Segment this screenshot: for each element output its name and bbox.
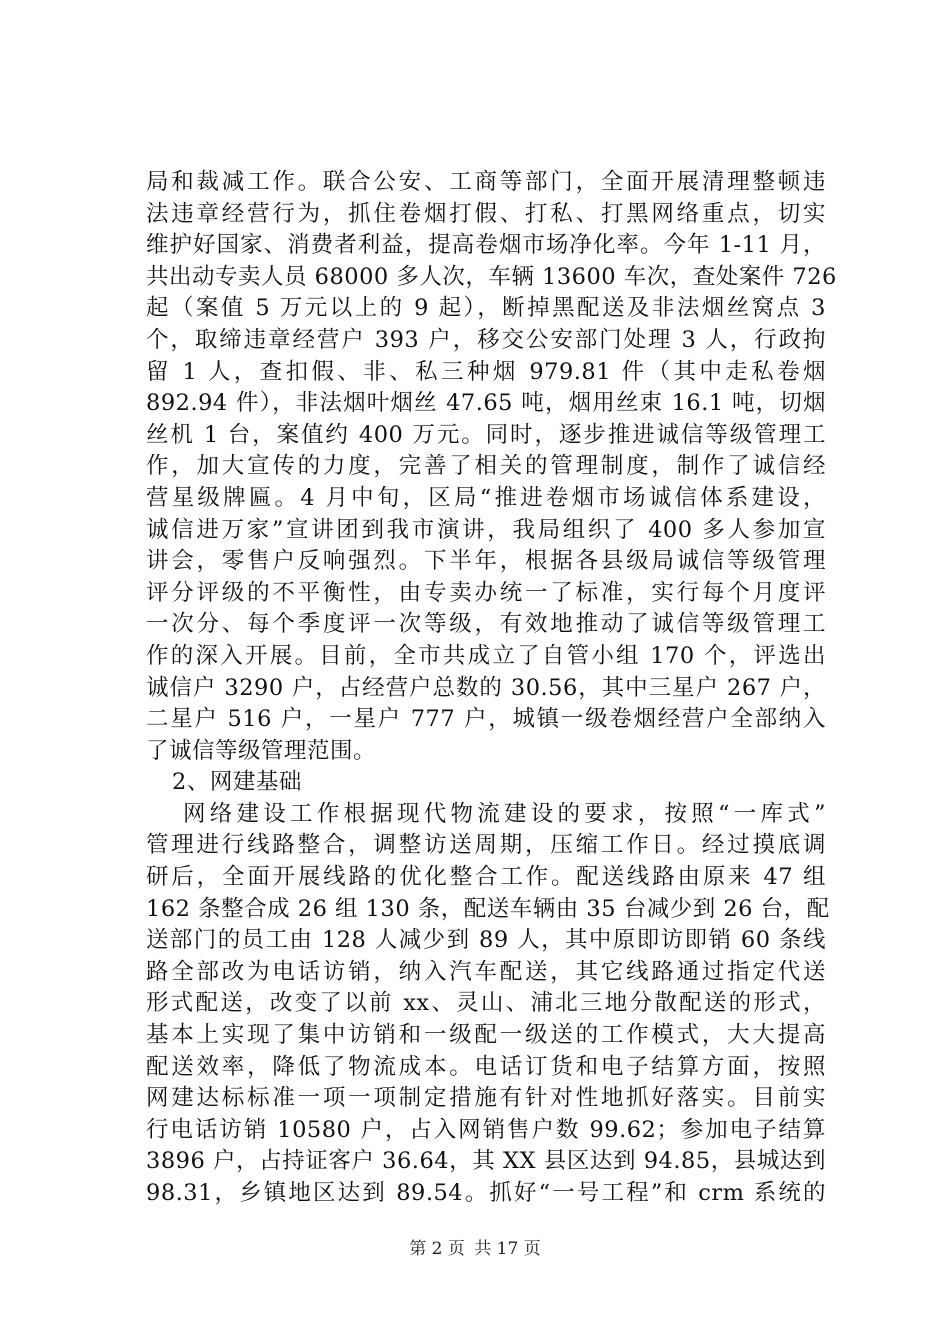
text-line: 网建达标标准一项一项制定措施有针对性地抓好落实。目前实 bbox=[146, 1085, 826, 1112]
text-line: 营星级牌匾。4 月中旬，区局“推进卷烟市场诚信体系建设， bbox=[146, 484, 826, 511]
text-line: 丝机 1 台，案值约 400 万元。同时，逐步推进诚信等级管理工 bbox=[146, 421, 826, 448]
text-line: 研后，全面开展线路的优化整合工作。配送线路由原来 47 组 bbox=[146, 864, 826, 891]
text-line: 送部门的员工由 128 人减少到 89 人，其中原即访即销 60 条线 bbox=[146, 927, 826, 954]
text-line: 二星户 516 户，一星户 777 户，城镇一级卷烟经营户全部纳入 bbox=[146, 706, 826, 733]
text-line: 评分评级的不平衡性，由专卖办统一了标准，实行每个月度评 bbox=[146, 579, 826, 606]
text-line: 一次分、每个季度评一次等级，有效地推动了诚信等级管理工 bbox=[146, 611, 826, 638]
text-line: 维护好国家、消费者利益，提高卷烟市场净化率。今年 1-11 月， bbox=[146, 232, 826, 259]
text-line: 892.94 件），非法烟叶烟丝 47.65 吨，烟用丝束 16.1 吨，切烟 bbox=[146, 390, 826, 417]
text-line: 局和裁减工作。联合公安、工商等部门，全面开展清理整顿违 bbox=[146, 169, 826, 195]
text-line: 法违章经营行为，抓住卷烟打假、打私、打黑网络重点，切实 bbox=[146, 200, 826, 227]
text-line: 个，取缔违章经营户 393 户，移交公安部门处理 3 人，行政拘 bbox=[146, 326, 826, 353]
text-line: 配送效率，降低了物流成本。电话订货和电子结算方面，按照 bbox=[146, 1053, 826, 1080]
text-line: 作的深入开展。目前，全市共成立了自管小组 170 个，评选出 bbox=[146, 642, 826, 669]
text-line: 路全部改为电话访销，纳入汽车配送，其它线路通过指定代送 bbox=[146, 958, 826, 985]
text-line: 作，加大宣传的力度，完善了相关的管理制度，制作了诚信经 bbox=[146, 453, 826, 480]
page-number: 第 2 页 bbox=[409, 1239, 465, 1259]
text-line: 诚信户 3290 户，占经营户总数的 30.56，其中三星户 267 户， bbox=[146, 674, 826, 701]
page-total: 共 17 页 bbox=[474, 1239, 541, 1259]
text-line: 了诚信等级管理范围。 bbox=[146, 737, 377, 764]
text-line: 共出动专卖人员 68000 多人次，车辆 13600 车次，查处案件 726 bbox=[146, 263, 837, 290]
text-line: 162 条整合成 26 组 130 条，配送车辆由 35 台减少到 26 台，配 bbox=[146, 895, 830, 922]
section-heading: 2、网建基础 bbox=[172, 769, 302, 796]
text-line: 诚信进万家”宣讲团到我市演讲，我局组织了 400 多人参加宣 bbox=[146, 516, 826, 543]
document-body bbox=[146, 167, 837, 1210]
text-line: 形式配送，改变了以前 xx、灵山、浦北三地分散配送的形式， bbox=[146, 990, 826, 1017]
text-line: 网络建设工作根据现代物流建设的要求，按照“一库式” bbox=[183, 800, 826, 827]
text-line: 3896 户，占持证客户 36.64，其 XX 县区达到 94.85，县城达到 bbox=[146, 1148, 826, 1175]
text-line: 98.31，乡镇地区达到 89.54。抓好“一号工程”和 crm 系统的 bbox=[146, 1180, 826, 1206]
text-line: 管理进行线路整合，调整访送周期，压缩工作日。经过摸底调 bbox=[146, 832, 826, 859]
text-line: 讲会，零售户反响强烈。下半年，根据各县级局诚信等级管理 bbox=[146, 548, 826, 575]
text-line: 基本上实现了集中访销和一级配一级送的工作模式，大大提高 bbox=[146, 1022, 826, 1049]
text-line: 留 1 人，查扣假、非、私三种烟 979.81 件（其中走私卷烟 bbox=[146, 358, 826, 385]
text-line: 行电话访销 10580 户，占入网销售户数 99.62；参加电子结算 bbox=[146, 1116, 826, 1143]
page-footer bbox=[0, 1238, 950, 1260]
text-line: 起（案值 5 万元以上的 9 起），断掉黑配送及非法烟丝窝点 3 bbox=[146, 295, 826, 322]
